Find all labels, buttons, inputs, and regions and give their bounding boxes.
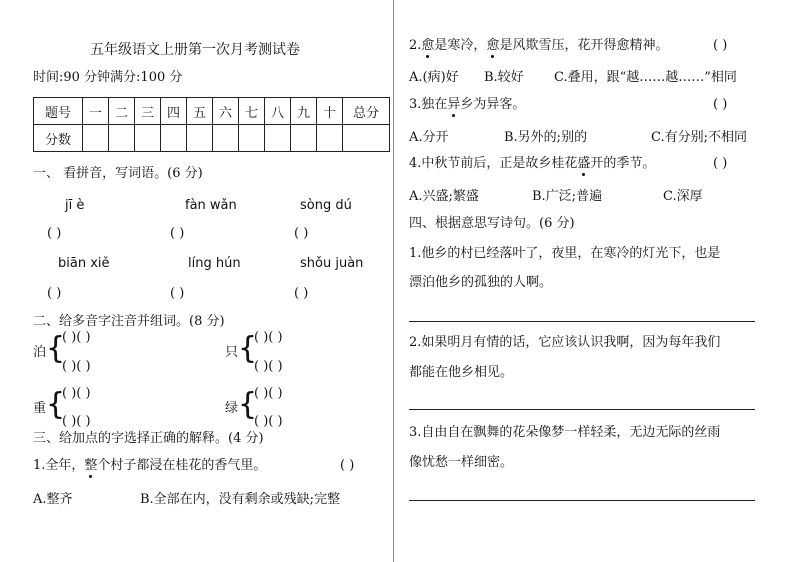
q-text: 个村子都浸在桂花的香气里。 [97,458,267,473]
score-cell[interactable] [213,125,239,152]
q-text: 是寒冷， [434,38,487,53]
header-cell: 六 [213,98,239,125]
option-a: A.兴盛;繁盛 [409,189,479,204]
header-cell: 二 [109,98,135,125]
answer-paren[interactable]: ( ) [713,38,728,53]
header-cell: 十 [317,98,343,125]
header-cell: 九 [291,98,317,125]
polyphone-char: 泊 [33,345,47,360]
question-3-4 [409,155,655,173]
header-cell: 题号 [34,98,83,125]
q-text: 4.中秋节前后，正是故乡桂花 [409,156,578,171]
option-c: C.深厚 [663,189,703,204]
prompt-3-line-2: 像忧愁一样细密。 [409,455,514,470]
header-cell: 七 [239,98,265,125]
option-b: B.另外的;别的 [504,130,588,145]
section-2-title: 二、给多音字注音并组词。(8 分) [33,314,225,329]
score-cell[interactable] [161,125,187,152]
polyphone-char: 绿 [225,401,239,416]
pinyin-4: biān xiě [58,256,110,271]
score-cell[interactable] [291,125,317,152]
page-title: 五年级语文上册第一次月考测试卷 [90,42,300,58]
header-cell: 五 [187,98,213,125]
pinyin-1: jī è [65,198,85,213]
section-1-title: 一、 看拼音，写词语。(6 分) [33,166,203,181]
header-cell: 三 [135,98,161,125]
dotted-char: 盛 [577,156,591,171]
answer-paren[interactable]: ( ) [340,458,355,473]
answer-line[interactable] [409,409,755,410]
column-divider [393,0,394,562]
answer-line[interactable] [409,500,755,501]
header-cell: 四 [161,98,187,125]
polyphone-char: 只 [225,345,239,360]
prompt-2-line-1: 2.如果明月有情的话，它应该认识我啊，因为每年我们 [409,335,721,350]
brace-icon: { [46,331,66,366]
answer-paren[interactable]: ( ) [713,156,728,171]
question-3-3 [409,96,525,114]
q-text: 开的季节。 [590,156,656,171]
pinyin-3: sòng dú [300,198,352,213]
option-a: A.分开 [409,130,449,145]
polyphone-slot[interactable]: ( )( ) [62,330,91,345]
polyphone-char: 重 [33,401,47,416]
q-text: 是风欺雪压，花开得愈精神。 [499,38,669,53]
answer-paren[interactable]: ( ) [713,97,728,112]
polyphone-slot[interactable]: ( )( ) [254,386,283,401]
answer-line[interactable] [409,321,755,322]
option-b: B.全部在内，没有剩余或残缺;完整 [140,492,341,507]
section-4-title: 四、根据意思写诗句。(6 分) [409,216,575,231]
polyphone-slot[interactable]: ( )( ) [62,359,91,374]
score-cell[interactable] [265,125,291,152]
polyphone-slot[interactable]: ( )( ) [254,359,283,374]
prompt-1-line-2: 漂泊他乡的孤独的人啊。 [409,275,553,290]
polyphone-slot[interactable]: ( )( ) [254,414,283,429]
prompt-2-line-2: 都能在他乡相见。 [409,365,514,380]
pinyin-5: líng hún [188,256,241,271]
prompt-3-line-1: 3.自由自在飘舞的花朵像梦一样轻柔，无边无际的丝雨 [409,425,721,440]
brace-icon: { [46,387,66,422]
question-3-1 [33,457,266,475]
option-a: A.(病)好 [409,70,459,85]
answer-blank[interactable]: ( ) [47,226,62,241]
score-cell[interactable] [109,125,135,152]
score-cell[interactable] [239,125,265,152]
pinyin-2: fàn wǎn [185,198,237,213]
answer-blank[interactable]: ( ) [170,226,185,241]
answer-blank[interactable]: ( ) [47,286,62,301]
header-cell: 一 [83,98,109,125]
section-3-title: 三、给加点的字选择正确的解释。(4 分) [33,431,264,446]
answer-blank[interactable]: ( ) [294,286,309,301]
q-text: 乡为异客。 [460,97,526,112]
header-cell: 八 [265,98,291,125]
score-table [33,97,390,152]
option-a: A.整齐 [33,492,73,507]
row-label: 分数 [34,125,83,152]
polyphone-slot[interactable]: ( )( ) [62,414,91,429]
score-header-row [34,98,390,125]
score-cell[interactable] [343,125,390,152]
q-text: 2. [409,38,422,53]
answer-blank[interactable]: ( ) [294,226,309,241]
score-value-row [34,125,390,152]
q-text: 3.独在 [409,97,448,112]
option-b: B.广泛;普遍 [532,189,603,204]
q-text: 1.全年， [33,458,85,473]
brace-icon: { [238,387,258,422]
brace-icon: { [238,331,258,366]
option-c: C.有分别;不相同 [651,130,747,145]
dotted-char: 愈 [421,38,435,53]
answer-blank[interactable]: ( ) [170,286,185,301]
time-info: 时间:90 分钟满分:100 分 [33,70,183,85]
dotted-char: 异 [447,97,461,112]
option-c: C.叠用，跟“越……越……”相同 [554,70,737,85]
score-cell[interactable] [135,125,161,152]
score-cell[interactable] [187,125,213,152]
polyphone-slot[interactable]: ( )( ) [254,330,283,345]
dotted-char: 整 [84,458,98,473]
score-cell[interactable] [83,125,109,152]
dotted-char: 愈 [486,38,500,53]
score-cell[interactable] [317,125,343,152]
prompt-1-line-1: 1.他乡的村已经落叶了，夜里，在寒冷的灯光下，也是 [409,246,721,261]
polyphone-slot[interactable]: ( )( ) [62,386,91,401]
header-cell: 总分 [343,98,390,125]
question-3-2 [409,37,668,55]
pinyin-6: shǒu juàn [300,256,364,271]
option-b: B.较好 [484,70,524,85]
